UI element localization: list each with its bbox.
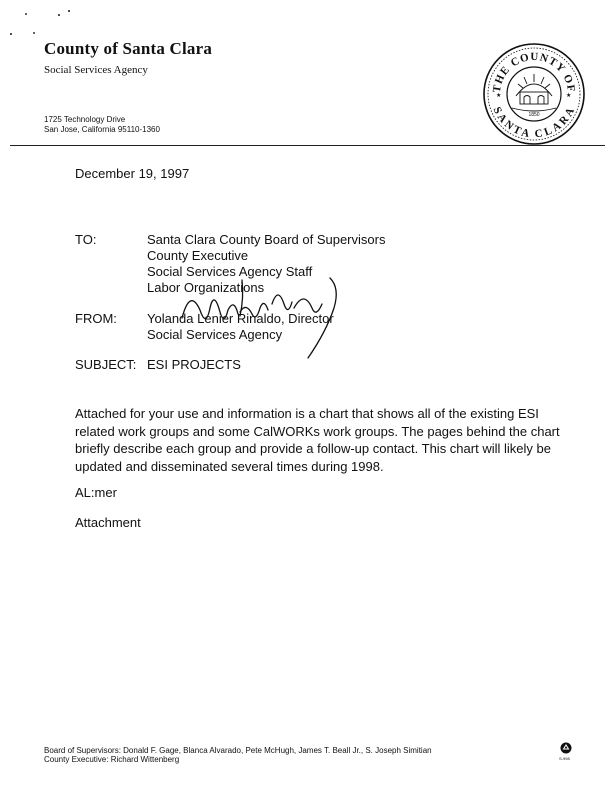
address-line-2: San Jose, California 95110-1360 xyxy=(44,125,160,134)
from-name: Yolanda Lenier Rinaldo, Director xyxy=(147,311,334,326)
from-agency: Social Services Agency xyxy=(147,327,283,342)
county-seal-icon xyxy=(482,42,586,146)
memo-body: Attached for your use and information is a chart that shows all of the existing ESI related work groups and some CalWORKs work groups. The pages behind the chart briefly describe each group and provide a follow-up contact. This chart will likely be updated and disseminated several times during 1998. xyxy=(75,406,560,474)
recycle-icon xyxy=(560,742,572,754)
scan-speck xyxy=(10,33,12,35)
enclosure-note: Attachment xyxy=(75,515,141,530)
seal-star-icon: ★ xyxy=(566,93,572,99)
subject-text: ESI PROJECTS xyxy=(147,357,241,372)
seal-text-bottom: SANTA CLARA xyxy=(490,105,578,141)
typist-initials: AL:mer xyxy=(75,485,117,500)
address-line-1: 1725 Technology Drive xyxy=(44,115,126,124)
to-recipient: Santa Clara County Board of Supervisors xyxy=(147,232,386,247)
seal-star-icon: ★ xyxy=(496,93,502,99)
letterhead-rule xyxy=(10,145,605,146)
svg-text:SANTA CLARA xyxy=(491,105,578,140)
seal-year: 1850 xyxy=(528,112,540,118)
scan-speck xyxy=(68,10,70,12)
scan-speck xyxy=(25,13,27,15)
scan-speck xyxy=(58,14,60,16)
scan-speck xyxy=(33,32,35,34)
svg-text:THE COUNTY OF xyxy=(491,51,577,93)
subject-label: SUBJECT: xyxy=(75,357,137,372)
handwritten-signature xyxy=(180,268,350,368)
footer-supervisors: Board of Supervisors: Donald F. Gage, Blanca Alvarado, Pete McHugh, James T. Beall Jr., S. Joseph Simitian xyxy=(44,746,432,755)
county-name: County of Santa Clara xyxy=(44,39,213,58)
seal-text-top: THE COUNTY OF xyxy=(490,50,578,94)
to-recipient: Social Services Agency Staff xyxy=(147,264,313,279)
recycle-code: S-998 xyxy=(559,756,570,761)
memo-date: December 19, 1997 xyxy=(75,166,190,181)
footer-executive: County Executive: Richard Wittenberg xyxy=(44,755,180,764)
to-label: TO: xyxy=(75,232,97,247)
to-recipient: Labor Organizations xyxy=(147,280,265,295)
to-recipient: County Executive xyxy=(147,248,249,263)
agency-name: Social Services Agency xyxy=(44,64,148,76)
from-label: FROM: xyxy=(75,311,117,326)
